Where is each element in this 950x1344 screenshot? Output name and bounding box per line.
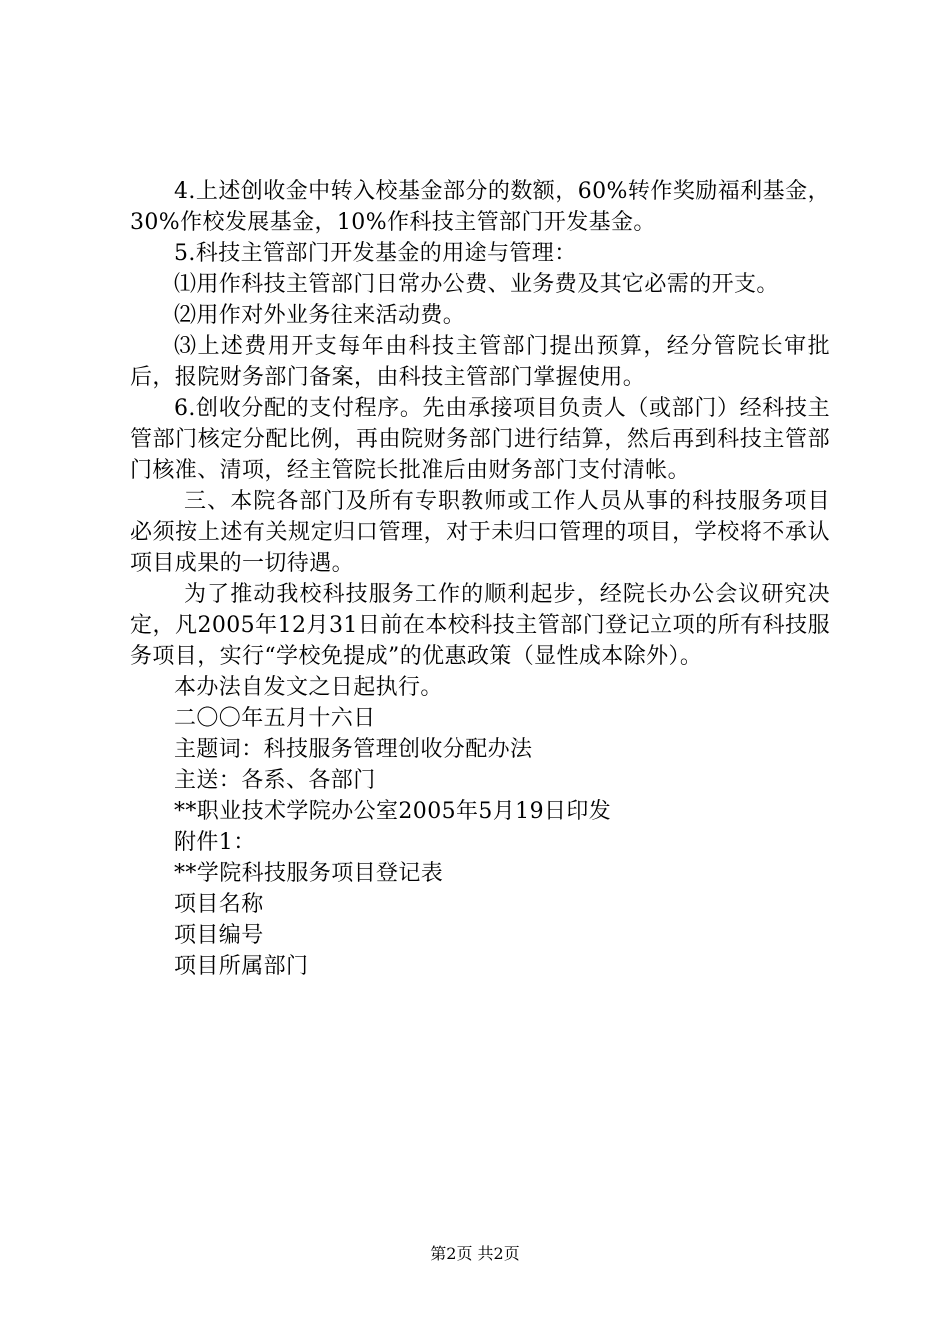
line-recipients: 主送：各系、各部门 xyxy=(174,768,376,793)
line-attachment: 附件1： xyxy=(174,830,256,855)
paragraph-dev-fund-use-2: ⑵用作对外业务往来活动费。 xyxy=(174,303,466,328)
paragraph-payment-procedure: 6.创收分配的支付程序。先由承接项目负责人（或部门）经科技主管部门核定分配比例，再由院财务部门进行结算，然后再到科技主管部门核准、清项，经主管院长批准后由财务部门支付清帐。 xyxy=(130,396,830,483)
paragraph-dev-fund-heading: 5.科技主管部门开发基金的用途与管理： xyxy=(174,241,577,266)
document-body xyxy=(130,176,830,982)
line-form-title: **学院科技服务项目登记表 xyxy=(174,861,444,886)
paragraph-section-three: 三、本院各部门及所有专职教师或工作人员从事的科技服务项目必须按上述有关规定归口管理，对于未归口管理的项目，学校将不承认项目成果的一切待遇。 xyxy=(130,489,830,576)
line-subject-keywords: 主题词：科技服务管理创收分配办法 xyxy=(174,737,533,762)
paragraph-policy: 为了推动我校科技服务工作的顺利起步，经院长办公会议研究决定，凡2005年12月31日前在本校科技主管部门登记立项的所有科技服务项目，实行“学校免提成”的优惠政策（显性成本除外）。 xyxy=(130,582,830,669)
page-footer: 第2页 共2页 xyxy=(430,1244,520,1263)
line-project-name: 项目名称 xyxy=(174,892,264,917)
line-effective-date: 本办法自发文之日起执行。 xyxy=(174,675,443,700)
line-issue-date: 二〇〇年五月十六日 xyxy=(174,706,376,731)
paragraph-dev-fund-use-1: ⑴用作科技主管部门日常办公费、业务费及其它必需的开支。 xyxy=(174,272,779,297)
line-project-number: 项目编号 xyxy=(174,923,264,948)
paragraph-dev-fund-use-3: ⑶上述费用开支每年由科技主管部门提出预算，经分管院长审批后，报院财务部门备案，由科技主管部门掌握使用。 xyxy=(130,334,830,390)
paragraph-fund-allocation: 4.上述创收金中转入校基金部分的数额，60%转作奖励福利基金，30%作校发展基金，10%作科技主管部门开发基金。 xyxy=(130,179,830,235)
line-issuer: **职业技术学院办公室2005年5月19日印发 xyxy=(174,799,612,824)
line-project-department: 项目所属部门 xyxy=(174,954,309,979)
